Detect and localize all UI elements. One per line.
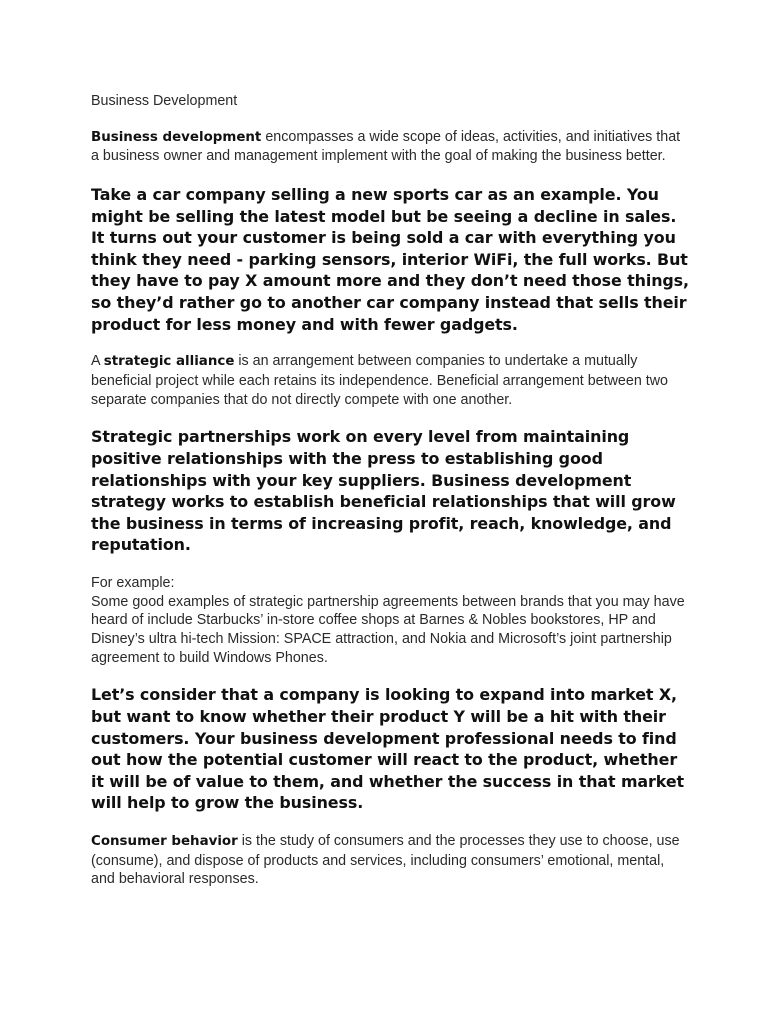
- examples-text: Some good examples of strategic partnership agreements between brands that you may have heard of include Starbucks’ in-store coffee shops at Barnes & Nobles bookstores, HP and Disney’s ultra hi-tech Mission: SPACE attraction, and Nokia and Microsoft’s joint partnership agreement to build Windows Phones.: [91, 593, 685, 666]
- paragraph-consumer-behavior: [91, 832, 691, 889]
- term-strategic-alliance: strategic alliance: [103, 354, 235, 370]
- paragraph-market-expansion: [91, 684, 691, 814]
- term-business-development: Business development: [91, 129, 262, 145]
- paragraph-text-a: Let’s consider that a company is looking to expand into market X, but want to know whether their product Y will be a hit with their customers.: [91, 685, 677, 748]
- paragraph-text-c: , whether it will be of value to them, and whether the success in that market will help to grow the business.: [91, 750, 684, 813]
- paragraph-text: encompasses a wide scope of ideas, activities, and initiatives that a business owner and management implement with the goal of making the business better.: [91, 128, 681, 165]
- term-consumer-behavior: Consumer behavior: [91, 834, 238, 850]
- paragraph-prefix: A: [91, 353, 104, 370]
- document-title: Business Development: [91, 93, 238, 109]
- paragraph-text: is the study of consumers and the processes they use to choose, use (consume), and dispose of products and services, including consumers’ emotional, mental, and behavioral responses.: [91, 833, 680, 888]
- paragraph-text: is an arrangement between companies to undertake a mutually beneficial project while each retains its independence. Beneficial arrangement between two separate companies that do not directly compete with one another.: [91, 353, 668, 408]
- paragraph-car-company-example: Take a car company selling a new sports car as an example. You might be selling the latest model but be seeing a decline in sales. It turns out your customer is being sold a car with everything you think they need - parking sensors, interior WiFi, the full works. But they have to pay X amount more and they don’t need those things, so they’d rather go to another car company instead that sells their product for less money and with fewer gadgets.: [91, 185, 689, 334]
- paragraph-emphasis: Your business development professional needs to find out how the potential customer will react to the product: [91, 728, 677, 770]
- paragraph-strategic-partnerships: Strategic partnerships work on every level from maintaining positive relationships with the press to establishing good relationships with your key suppliers. Business development strategy works to establish beneficial relationships that will grow the business in terms of increasing profit, reach, knowledge, and reputation.: [91, 427, 676, 555]
- examples-label: For example:: [91, 574, 175, 591]
- paragraph-strategic-alliance: [91, 352, 691, 409]
- paragraph-business-development: [91, 128, 691, 166]
- document-page: [91, 92, 691, 889]
- paragraph-examples: [91, 574, 691, 668]
